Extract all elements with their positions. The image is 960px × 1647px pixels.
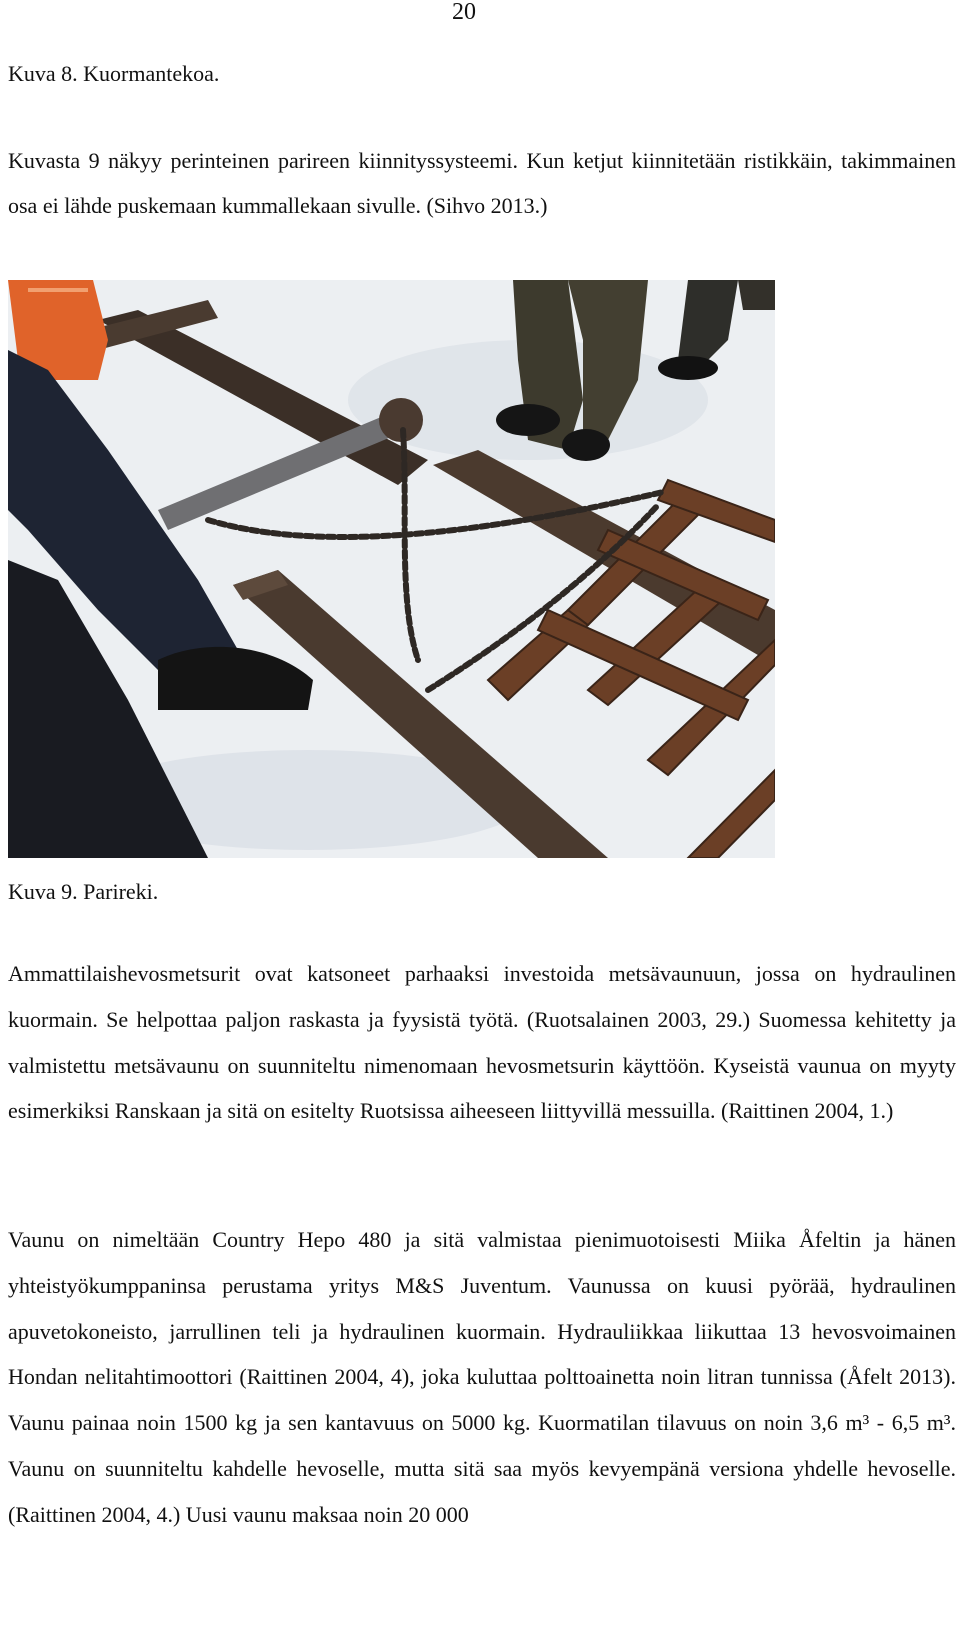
paragraph-forest-wagon: Ammattilaishevosmetsurit ovat katsoneet parhaaksi investoida metsävaunuun, jossa on hydraulinen kuormain. Se helpottaa paljon raskasta ja fyysistä työtä. (Ruotsalainen 2003, 29.) Suomessa kehitetty ja valmistettu metsävaunu on suunniteltu nimenomaan hevosmetsurin käyttöön. Kyseistä vaunua on myyty esimerkiksi Ranskaan ja sitä on esitelty Ruotsissa aiheeseen liittyvillä messuilla. (Raittinen 2004, 1.) <box>8 961 956 1124</box>
sled-photo-illustration <box>8 280 775 858</box>
page-number: 20 <box>452 0 476 25</box>
figure-9-caption: Kuva 9. Parireki. <box>8 879 159 904</box>
figure-9-photo <box>8 280 775 858</box>
paragraph-country-hepo: Vaunu on nimeltään Country Hepo 480 ja sitä valmistaa pienimuotoisesti Miika Åfeltin ja hänen yhteistyökumppaninsa perustama yritys M&S Juventum. Vaunussa on kuusi pyörää, hydraulinen apuvetokoneisto, jarrullinen teli ja hydraulinen kuormain. Hydrauliikkaa liikuttaa 13 hevosvoimainen Hondan nelitahtimoottori (Raittinen 2004, 4), joka kuluttaa polttoainetta noin litran tunnissa (Åfelt 2013). Vaunu painaa noin 1500 kg ja sen kantavuus on 5000 kg. Kuormatilan tilavuus on noin 3,6 m³ - 6,5 m³. Vaunu on suunniteltu kahdelle hevoselle, mutta sitä saa myös kevyempänä versiona yhdelle hevoselle. (Raittinen 2004, 4.) Uusi vaunu maksaa noin 20 000 <box>8 1227 956 1527</box>
paragraph-chain-attachment: Kuvasta 9 näkyy perinteinen parireen kiinnityssysteemi. Kun ketjut kiinnitetään ristikkäin, takimmainen osa ei lähde puskemaan kummallekaan sivulle. (Sihvo 2013.) <box>8 148 956 218</box>
figure-8-caption: Kuva 8. Kuormantekoa. <box>8 61 220 86</box>
